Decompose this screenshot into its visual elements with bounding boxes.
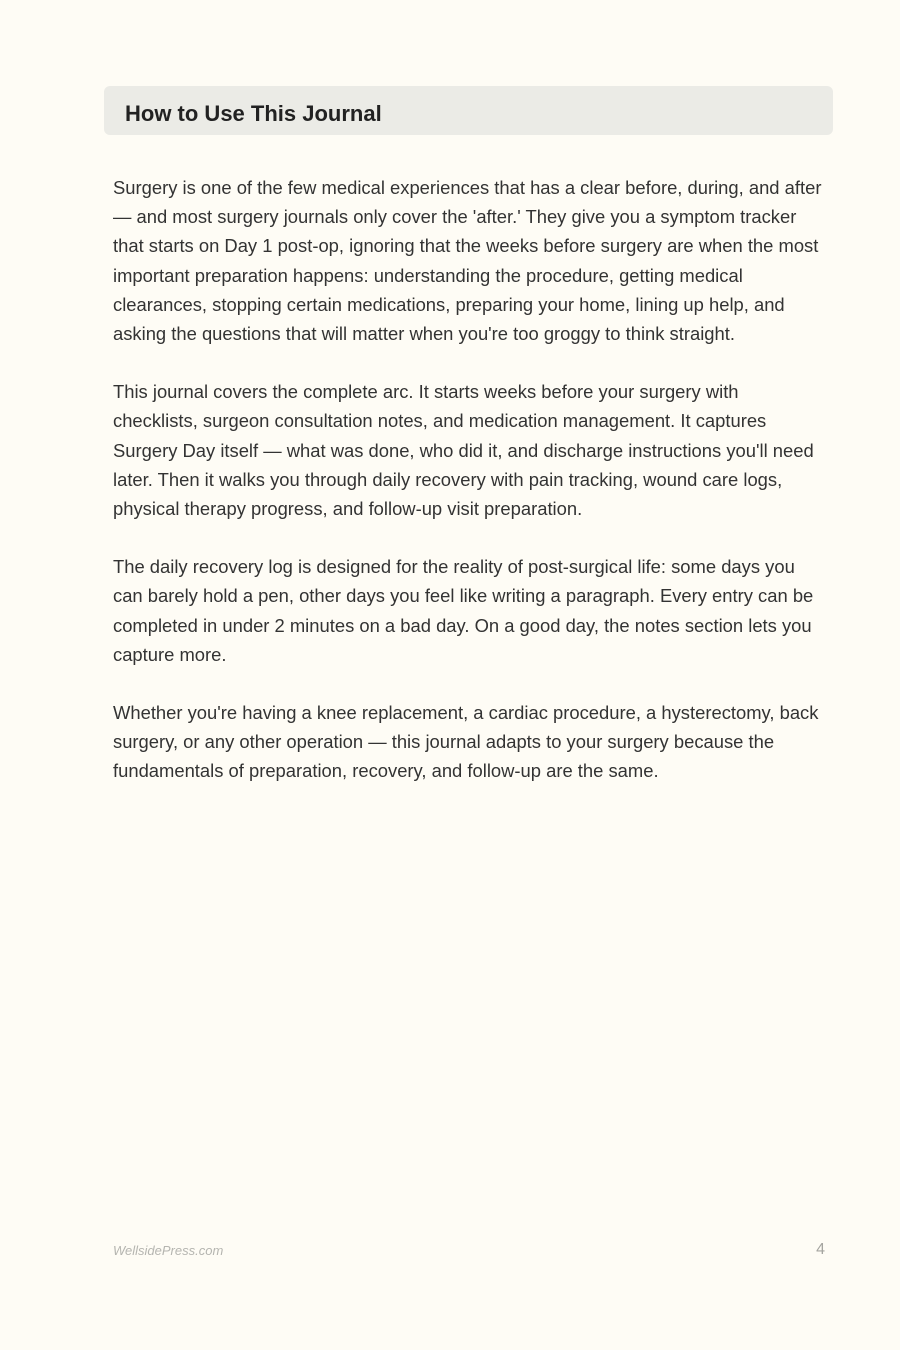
paragraph-intro: Surgery is one of the few medical experiences that has a clear before, during, and after — and most surgery journals only cover the 'after.' They give you a symptom tracker that starts on Day 1 post-op, ignoring that the weeks before surgery are when the most important preparation happens: understanding the procedure, getting medical clearances, stopping certain medications, preparing your home, lining up help, and asking the questions that will matter when you're too groggy to think straight. (113, 177, 822, 345)
paragraph-adapts: Whether you're having a knee replacement, a cardiac procedure, a hysterectomy, back surgery, or any other operation — this journal adapts to your surgery because the fundamentals of preparation, recovery, and follow-up are the same. (113, 702, 819, 782)
section-header (104, 86, 833, 135)
footer-brand: WellsidePress.com (113, 1243, 224, 1258)
body-text (113, 173, 828, 815)
paragraph-daily-log: The daily recovery log is designed for the reality of post-surgical life: some days you can barely hold a pen, other days you feel like writing a paragraph. Every entry can be completed in under 2 minutes on a bad day. On a good day, the notes section lets you capture more. (113, 556, 814, 665)
page-number: 4 (816, 1241, 825, 1258)
section-title: How to Use This Journal (125, 101, 382, 126)
paragraph-complete-arc: This journal covers the complete arc. It starts weeks before your surgery with checklists, surgeon consultation notes, and medication management. It captures Surgery Day itself — what was done, who did it, and discharge instructions you'll need later. Then it walks you through daily recovery with pain tracking, wound care logs, physical therapy progress, and follow-up visit preparation. (113, 381, 814, 520)
